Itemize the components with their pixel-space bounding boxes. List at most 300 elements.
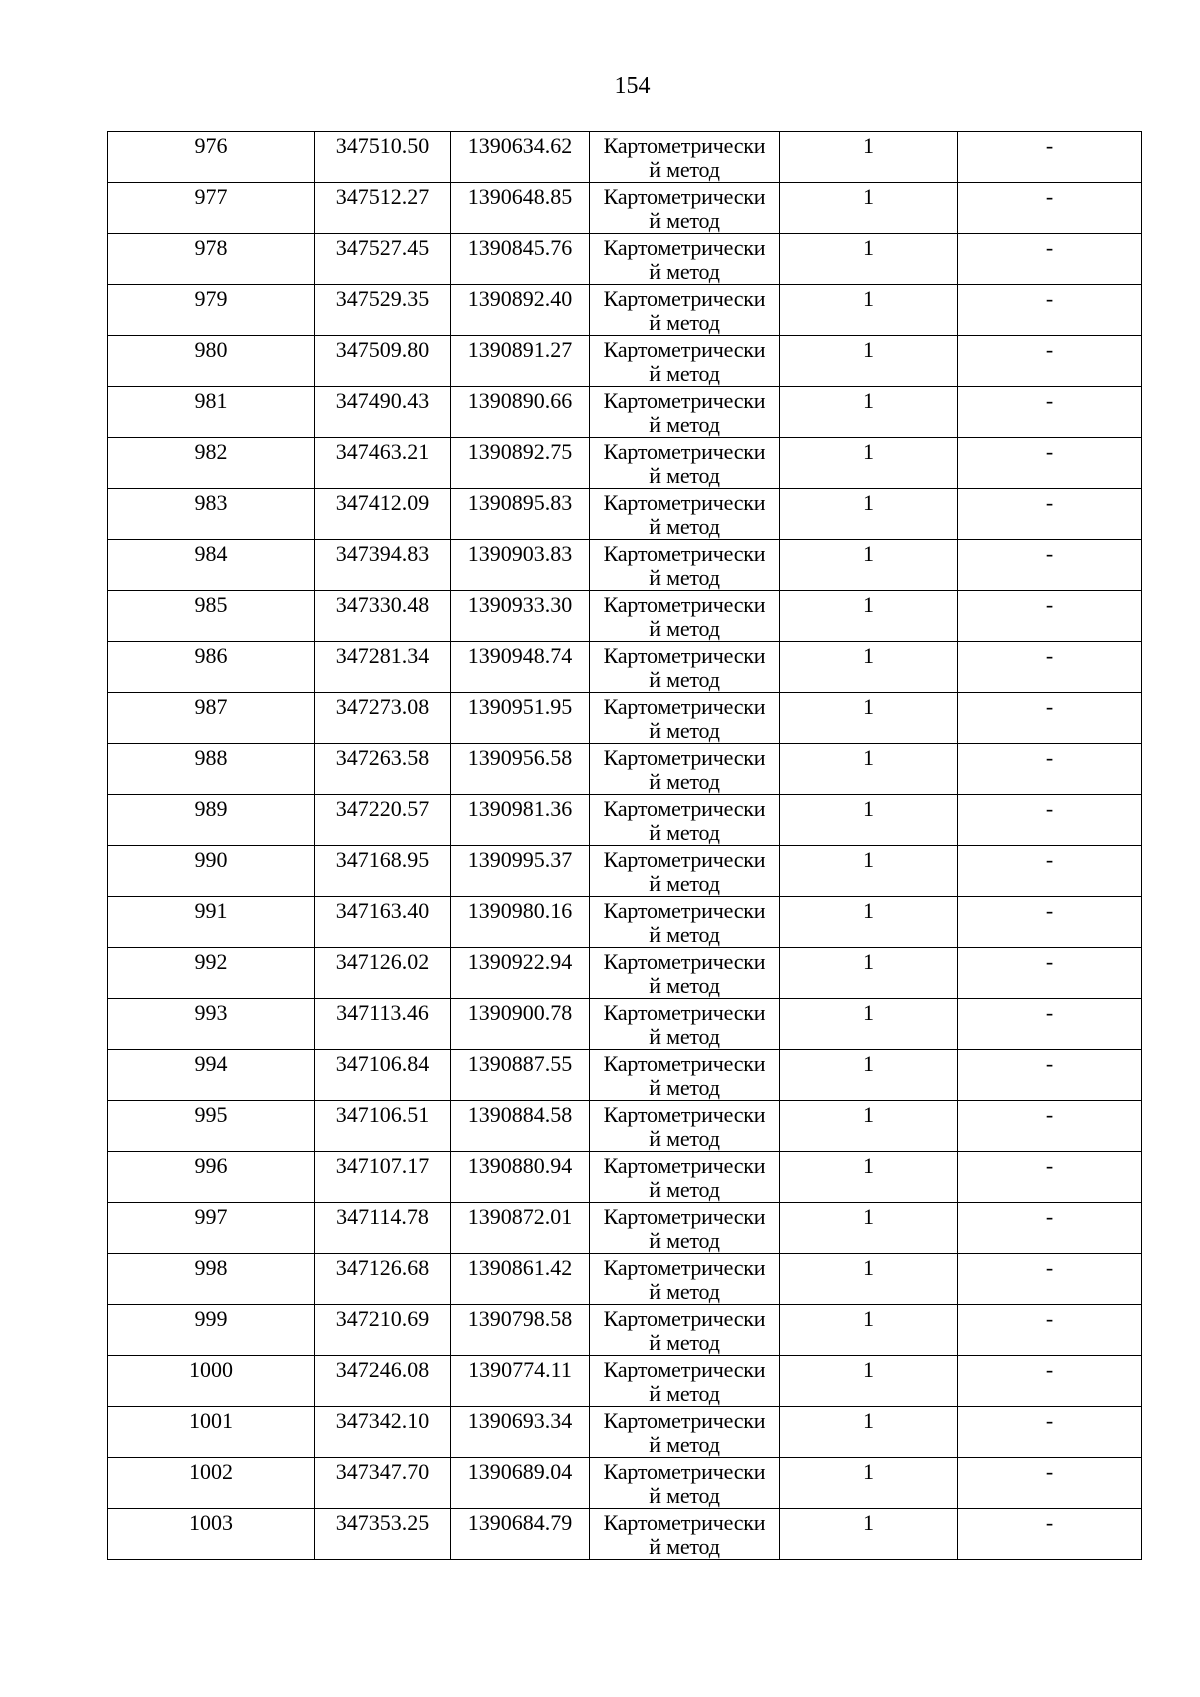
note-cell-text: - <box>1045 439 1054 464</box>
x-coordinate-cell <box>315 1407 451 1458</box>
table-row <box>108 1254 1142 1305</box>
method-cell-text: Картометрически й метод <box>603 796 766 845</box>
x-coordinate-cell <box>315 285 451 336</box>
x-coordinate-cell-text: 347527.45 <box>335 235 430 260</box>
table-row <box>108 1356 1142 1407</box>
point-number-cell <box>108 438 315 489</box>
x-coordinate-cell-text: 347210.69 <box>335 1306 430 1331</box>
method-cell <box>590 1050 780 1101</box>
point-number-cell-text: 976 <box>194 133 228 158</box>
x-coordinate-cell-text: 347114.78 <box>336 1204 429 1229</box>
note-cell-text: - <box>1045 1408 1054 1433</box>
x-coordinate-cell-text: 347263.58 <box>335 745 430 770</box>
x-coordinate-cell-text: 347330.48 <box>335 592 430 617</box>
point-number-cell <box>108 999 315 1050</box>
y-coordinate-cell-text: 1390890.66 <box>467 388 573 413</box>
method-cell <box>590 642 780 693</box>
y-coordinate-cell-text: 1390774.11 <box>468 1357 572 1382</box>
x-coordinate-cell-text: 347106.51 <box>335 1102 430 1127</box>
note-cell <box>958 1203 1142 1254</box>
note-cell-text: - <box>1045 1000 1054 1025</box>
y-coordinate-cell <box>451 1152 590 1203</box>
y-coordinate-cell <box>451 693 590 744</box>
y-coordinate-cell-text: 1390872.01 <box>467 1204 573 1229</box>
table-row <box>108 846 1142 897</box>
method-cell <box>590 897 780 948</box>
note-cell <box>958 285 1142 336</box>
method-cell-text: Картометрически й метод <box>603 643 766 692</box>
accuracy-cell <box>780 642 958 693</box>
method-cell-text: Картометрически й метод <box>603 388 766 437</box>
point-number-cell-text: 1000 <box>189 1357 233 1382</box>
x-coordinate-cell <box>315 1356 451 1407</box>
method-cell-text: Картометрически й метод <box>603 184 766 233</box>
method-cell-text: Картометрически й метод <box>603 286 766 335</box>
y-coordinate-cell <box>451 1203 590 1254</box>
table-row <box>108 1152 1142 1203</box>
note-cell <box>958 795 1142 846</box>
point-number-cell-text: 981 <box>194 388 228 413</box>
note-cell <box>958 234 1142 285</box>
note-cell <box>958 591 1142 642</box>
y-coordinate-cell-text: 1390884.58 <box>467 1102 573 1127</box>
note-cell <box>958 1458 1142 1509</box>
accuracy-cell-text: 1 <box>863 1204 874 1229</box>
note-cell-text: - <box>1045 643 1054 668</box>
note-cell <box>958 1101 1142 1152</box>
method-cell-text: Картометрически й метод <box>603 592 766 641</box>
method-cell <box>590 1203 780 1254</box>
y-coordinate-cell <box>451 744 590 795</box>
note-cell <box>958 999 1142 1050</box>
x-coordinate-cell <box>315 795 451 846</box>
coordinates-table <box>107 131 1142 1560</box>
x-coordinate-cell-text: 347412.09 <box>335 490 430 515</box>
method-cell <box>590 1356 780 1407</box>
accuracy-cell <box>780 1203 958 1254</box>
x-coordinate-cell <box>315 846 451 897</box>
x-coordinate-cell-text: 347168.95 <box>335 847 430 872</box>
y-coordinate-cell <box>451 1356 590 1407</box>
accuracy-cell <box>780 1407 958 1458</box>
accuracy-cell-text: 1 <box>863 1510 874 1535</box>
method-cell <box>590 999 780 1050</box>
y-coordinate-cell-text: 1390798.58 <box>467 1306 573 1331</box>
x-coordinate-cell <box>315 183 451 234</box>
x-coordinate-cell-text: 347509.80 <box>335 337 430 362</box>
accuracy-cell-text: 1 <box>863 388 874 413</box>
accuracy-cell <box>780 234 958 285</box>
method-cell-text: Картометрически й метод <box>603 541 766 590</box>
accuracy-cell <box>780 795 958 846</box>
note-cell <box>958 1305 1142 1356</box>
point-number-cell-text: 990 <box>194 847 228 872</box>
y-coordinate-cell <box>451 1458 590 1509</box>
accuracy-cell <box>780 591 958 642</box>
y-coordinate-cell-text: 1390900.78 <box>467 1000 573 1025</box>
point-number-cell <box>108 285 315 336</box>
method-cell-text: Картометрически й метод <box>603 1306 766 1355</box>
method-cell <box>590 387 780 438</box>
accuracy-cell <box>780 285 958 336</box>
x-coordinate-cell-text: 347347.70 <box>335 1459 430 1484</box>
x-coordinate-cell <box>315 1254 451 1305</box>
point-number-cell <box>108 1509 315 1560</box>
y-coordinate-cell-text: 1390956.58 <box>467 745 573 770</box>
point-number-cell <box>108 591 315 642</box>
accuracy-cell-text: 1 <box>863 439 874 464</box>
x-coordinate-cell-text: 347126.02 <box>335 949 430 974</box>
table-row <box>108 1509 1142 1560</box>
method-cell <box>590 693 780 744</box>
point-number-cell-text: 994 <box>194 1051 228 1076</box>
point-number-cell-text: 983 <box>194 490 228 515</box>
method-cell <box>590 1509 780 1560</box>
note-cell <box>958 846 1142 897</box>
point-number-cell-text: 993 <box>194 1000 228 1025</box>
x-coordinate-cell-text: 347246.08 <box>335 1357 430 1382</box>
note-cell-text: - <box>1045 898 1054 923</box>
point-number-cell-text: 984 <box>194 541 228 566</box>
y-coordinate-cell <box>451 183 590 234</box>
accuracy-cell-text: 1 <box>863 1255 874 1280</box>
page-number: 154 <box>614 73 651 99</box>
point-number-cell <box>108 1203 315 1254</box>
method-cell <box>590 744 780 795</box>
point-number-cell-text: 987 <box>194 694 228 719</box>
coordinates-table-body <box>108 132 1142 1560</box>
x-coordinate-cell <box>315 1509 451 1560</box>
point-number-cell <box>108 846 315 897</box>
accuracy-cell-text: 1 <box>863 184 874 209</box>
note-cell-text: - <box>1045 1459 1054 1484</box>
point-number-cell-text: 982 <box>194 439 228 464</box>
note-cell <box>958 1050 1142 1101</box>
point-number-cell-text: 999 <box>194 1306 228 1331</box>
accuracy-cell <box>780 897 958 948</box>
table-row <box>108 285 1142 336</box>
y-coordinate-cell <box>451 897 590 948</box>
method-cell <box>590 948 780 999</box>
y-coordinate-cell-text: 1390845.76 <box>467 235 573 260</box>
x-coordinate-cell <box>315 1152 451 1203</box>
y-coordinate-cell <box>451 999 590 1050</box>
accuracy-cell <box>780 1458 958 1509</box>
point-number-cell <box>108 642 315 693</box>
table-row <box>108 1050 1142 1101</box>
y-coordinate-cell <box>451 132 590 183</box>
y-coordinate-cell-text: 1390684.79 <box>467 1510 573 1535</box>
x-coordinate-cell <box>315 1203 451 1254</box>
table-row <box>108 1101 1142 1152</box>
note-cell-text: - <box>1045 1153 1054 1178</box>
x-coordinate-cell-text: 347529.35 <box>335 286 430 311</box>
note-cell-text: - <box>1045 388 1054 413</box>
note-cell-text: - <box>1045 745 1054 770</box>
y-coordinate-cell <box>451 285 590 336</box>
point-number-cell <box>108 1407 315 1458</box>
note-cell-text: - <box>1045 1102 1054 1127</box>
accuracy-cell-text: 1 <box>863 694 874 719</box>
method-cell <box>590 846 780 897</box>
y-coordinate-cell-text: 1390933.30 <box>467 592 573 617</box>
x-coordinate-cell <box>315 693 451 744</box>
method-cell <box>590 591 780 642</box>
y-coordinate-cell <box>451 438 590 489</box>
note-cell <box>958 642 1142 693</box>
table-row <box>108 744 1142 795</box>
y-coordinate-cell-text: 1390861.42 <box>467 1255 573 1280</box>
accuracy-cell <box>780 489 958 540</box>
point-number-cell <box>108 336 315 387</box>
point-number-cell <box>108 387 315 438</box>
y-coordinate-cell <box>451 1101 590 1152</box>
point-number-cell-text: 991 <box>194 898 228 923</box>
point-number-cell-text: 998 <box>194 1255 228 1280</box>
note-cell-text: - <box>1045 235 1054 260</box>
x-coordinate-cell <box>315 642 451 693</box>
point-number-cell <box>108 1254 315 1305</box>
x-coordinate-cell-text: 347163.40 <box>335 898 430 923</box>
note-cell-text: - <box>1045 1204 1054 1229</box>
method-cell <box>590 1458 780 1509</box>
y-coordinate-cell-text: 1390634.62 <box>467 133 573 158</box>
method-cell <box>590 1152 780 1203</box>
x-coordinate-cell-text: 347512.27 <box>335 184 430 209</box>
accuracy-cell-text: 1 <box>863 133 874 158</box>
method-cell-text: Картометрически й метод <box>603 235 766 284</box>
note-cell <box>958 183 1142 234</box>
y-coordinate-cell <box>451 336 590 387</box>
y-coordinate-cell-text: 1390693.34 <box>467 1408 573 1433</box>
x-coordinate-cell <box>315 897 451 948</box>
note-cell-text: - <box>1045 541 1054 566</box>
note-cell-text: - <box>1045 796 1054 821</box>
y-coordinate-cell <box>451 642 590 693</box>
point-number-cell-text: 986 <box>194 643 228 668</box>
note-cell-text: - <box>1045 286 1054 311</box>
y-coordinate-cell <box>451 948 590 999</box>
y-coordinate-cell-text: 1390951.95 <box>467 694 573 719</box>
table-row <box>108 234 1142 285</box>
note-cell <box>958 1509 1142 1560</box>
table-row <box>108 438 1142 489</box>
x-coordinate-cell <box>315 489 451 540</box>
y-coordinate-cell-text: 1390892.40 <box>467 286 573 311</box>
note-cell <box>958 897 1142 948</box>
x-coordinate-cell-text: 347106.84 <box>335 1051 430 1076</box>
table-row <box>108 897 1142 948</box>
point-number-cell <box>108 1305 315 1356</box>
y-coordinate-cell-text: 1390895.83 <box>467 490 573 515</box>
point-number-cell-text: 988 <box>194 745 228 770</box>
accuracy-cell-text: 1 <box>863 286 874 311</box>
accuracy-cell <box>780 693 958 744</box>
note-cell-text: - <box>1045 490 1054 515</box>
table-row <box>108 183 1142 234</box>
accuracy-cell <box>780 183 958 234</box>
x-coordinate-cell <box>315 540 451 591</box>
y-coordinate-cell <box>451 591 590 642</box>
x-coordinate-cell-text: 347394.83 <box>335 541 430 566</box>
accuracy-cell <box>780 1050 958 1101</box>
table-row <box>108 1305 1142 1356</box>
x-coordinate-cell <box>315 744 451 795</box>
y-coordinate-cell-text: 1390922.94 <box>467 949 573 974</box>
method-cell-text: Картометрически й метод <box>603 949 766 998</box>
point-number-cell <box>108 948 315 999</box>
accuracy-cell <box>780 948 958 999</box>
y-coordinate-cell-text: 1390891.27 <box>467 337 573 362</box>
table-row <box>108 1203 1142 1254</box>
point-number-cell <box>108 1101 315 1152</box>
table-row <box>108 1458 1142 1509</box>
table-row <box>108 999 1142 1050</box>
y-coordinate-cell-text: 1390892.75 <box>467 439 573 464</box>
method-cell-text: Картометрически й метод <box>603 745 766 794</box>
note-cell <box>958 693 1142 744</box>
x-coordinate-cell <box>315 1305 451 1356</box>
accuracy-cell-text: 1 <box>863 796 874 821</box>
method-cell <box>590 183 780 234</box>
note-cell-text: - <box>1045 1051 1054 1076</box>
method-cell-text: Картометрически й метод <box>603 1510 766 1559</box>
note-cell <box>958 540 1142 591</box>
table-row <box>108 489 1142 540</box>
x-coordinate-cell <box>315 132 451 183</box>
table-row <box>108 795 1142 846</box>
accuracy-cell <box>780 1356 958 1407</box>
x-coordinate-cell <box>315 234 451 285</box>
x-coordinate-cell <box>315 336 451 387</box>
table-row <box>108 948 1142 999</box>
method-cell-text: Картометрически й метод <box>603 1255 766 1304</box>
accuracy-cell <box>780 846 958 897</box>
point-number-cell <box>108 540 315 591</box>
table-row <box>108 336 1142 387</box>
point-number-cell-text: 980 <box>194 337 228 362</box>
method-cell-text: Картометрически й метод <box>603 1357 766 1406</box>
y-coordinate-cell <box>451 489 590 540</box>
x-coordinate-cell-text: 347273.08 <box>335 694 430 719</box>
accuracy-cell-text: 1 <box>863 592 874 617</box>
method-cell <box>590 1254 780 1305</box>
point-number-cell-text: 1002 <box>189 1459 233 1484</box>
method-cell <box>590 234 780 285</box>
note-cell <box>958 1356 1142 1407</box>
x-coordinate-cell <box>315 438 451 489</box>
note-cell-text: - <box>1045 1510 1054 1535</box>
point-number-cell <box>108 897 315 948</box>
x-coordinate-cell <box>315 1050 451 1101</box>
method-cell-text: Картометрически й метод <box>603 1153 766 1202</box>
x-coordinate-cell-text: 347220.57 <box>335 796 430 821</box>
note-cell <box>958 744 1142 795</box>
point-number-cell-text: 1003 <box>189 1510 233 1535</box>
point-number-cell <box>108 489 315 540</box>
accuracy-cell <box>780 132 958 183</box>
note-cell <box>958 438 1142 489</box>
accuracy-cell-text: 1 <box>863 1153 874 1178</box>
method-cell-text: Картометрически й метод <box>603 1000 766 1049</box>
y-coordinate-cell <box>451 387 590 438</box>
method-cell-text: Картометрически й метод <box>603 337 766 386</box>
method-cell-text: Картометрически й метод <box>603 1204 766 1253</box>
point-number-cell <box>108 1458 315 1509</box>
x-coordinate-cell <box>315 948 451 999</box>
accuracy-cell-text: 1 <box>863 847 874 872</box>
method-cell-text: Картометрически й метод <box>603 133 766 182</box>
method-cell-text: Картометрически й метод <box>603 694 766 743</box>
accuracy-cell <box>780 1509 958 1560</box>
point-number-cell-text: 996 <box>194 1153 228 1178</box>
note-cell <box>958 1407 1142 1458</box>
accuracy-cell-text: 1 <box>863 1051 874 1076</box>
note-cell <box>958 948 1142 999</box>
accuracy-cell-text: 1 <box>863 1408 874 1433</box>
note-cell <box>958 1254 1142 1305</box>
table-row <box>108 642 1142 693</box>
point-number-cell-text: 977 <box>194 184 228 209</box>
point-number-cell <box>108 183 315 234</box>
note-cell-text: - <box>1045 184 1054 209</box>
note-cell-text: - <box>1045 694 1054 719</box>
accuracy-cell-text: 1 <box>863 1306 874 1331</box>
note-cell-text: - <box>1045 847 1054 872</box>
accuracy-cell-text: 1 <box>863 541 874 566</box>
y-coordinate-cell <box>451 1050 590 1101</box>
y-coordinate-cell-text: 1390648.85 <box>467 184 573 209</box>
point-number-cell <box>108 744 315 795</box>
x-coordinate-cell-text: 347463.21 <box>335 439 430 464</box>
method-cell-text: Картометрически й метод <box>603 847 766 896</box>
point-number-cell <box>108 132 315 183</box>
accuracy-cell <box>780 1152 958 1203</box>
method-cell <box>590 1101 780 1152</box>
y-coordinate-cell-text: 1390689.04 <box>467 1459 573 1484</box>
point-number-cell <box>108 693 315 744</box>
accuracy-cell-text: 1 <box>863 490 874 515</box>
point-number-cell-text: 992 <box>194 949 228 974</box>
note-cell-text: - <box>1045 133 1054 158</box>
method-cell-text: Картометрически й метод <box>603 1408 766 1457</box>
accuracy-cell-text: 1 <box>863 235 874 260</box>
method-cell <box>590 336 780 387</box>
y-coordinate-cell <box>451 1305 590 1356</box>
x-coordinate-cell <box>315 591 451 642</box>
y-coordinate-cell <box>451 795 590 846</box>
x-coordinate-cell-text: 347490.43 <box>335 388 430 413</box>
x-coordinate-cell-text: 347126.68 <box>335 1255 430 1280</box>
accuracy-cell <box>780 540 958 591</box>
y-coordinate-cell-text: 1390880.94 <box>467 1153 573 1178</box>
method-cell-text: Картометрически й метод <box>603 490 766 539</box>
point-number-cell-text: 995 <box>194 1102 228 1127</box>
note-cell <box>958 489 1142 540</box>
point-number-cell-text: 989 <box>194 796 228 821</box>
accuracy-cell-text: 1 <box>863 1357 874 1382</box>
point-number-cell <box>108 1050 315 1101</box>
method-cell-text: Картометрически й метод <box>603 439 766 488</box>
accuracy-cell <box>780 1305 958 1356</box>
method-cell <box>590 489 780 540</box>
note-cell-text: - <box>1045 337 1054 362</box>
method-cell <box>590 540 780 591</box>
y-coordinate-cell-text: 1390980.16 <box>467 898 573 923</box>
note-cell <box>958 387 1142 438</box>
method-cell-text: Картометрически й метод <box>603 1102 766 1151</box>
point-number-cell <box>108 1152 315 1203</box>
